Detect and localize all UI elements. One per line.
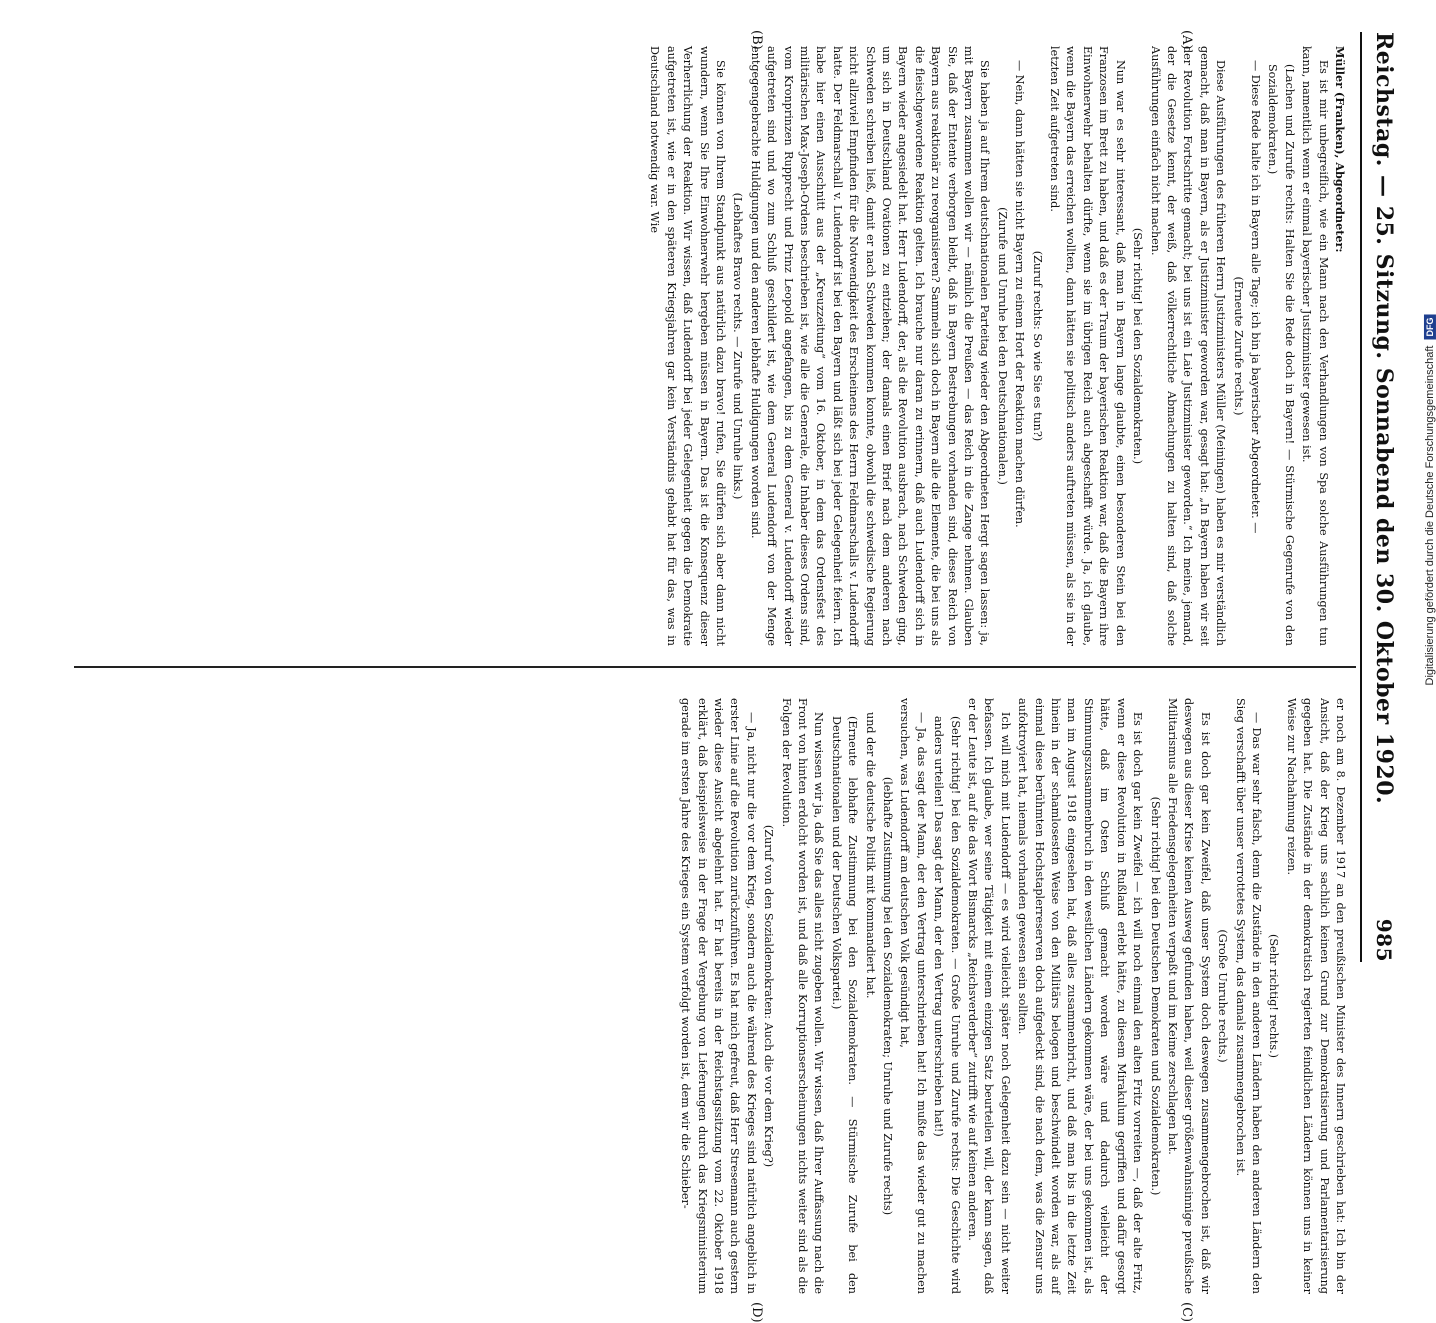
paragraph: Ich will mich mit Ludendorff — es wird vielleicht später noch Gelegenheit dazu sein — nicht weiter befassen. Ich glaube, wer seine Tätigkeit mit einem einzigen Satz beurteilen will, der kann sagen, daß er der Leute ist, auf die das Wort Bismarcks „Reichsverderber“ zutrifft wie auf keinen anderen. — [966, 698, 1012, 1294]
speaker-line: Müller (Franken), Abgeordneter: — [1333, 46, 1347, 253]
interjection: (Sehr richtig! bei den Deutschen Demokraten und Sozialdemokraten.) — [1148, 796, 1162, 1196]
left-column — [74, 46, 1348, 646]
digitization-attribution — [1424, 315, 1436, 686]
interjection: (Sehr richtig! bei den Sozialdemokraten.) — [1131, 227, 1145, 465]
interjection: (Sehr richtig! rechts.) — [1267, 933, 1281, 1059]
interjection: (lebhafte Zustimmung bei den Sozialdemokraten; Unruhe und Zurufe rechts) — [881, 776, 895, 1216]
paragraph: — Diese Rede halte ich in Bayern alle Tage; ich bin ja bayerischer Abgeordneter. — — [1248, 60, 1262, 534]
interjection: (Große Unruhe rechts.) — [1216, 929, 1230, 1063]
interjection: (Zuruf von den Sozialdemokraten: Auch die vor dem Krieg?) — [762, 824, 776, 1168]
right-column — [74, 698, 1348, 1294]
dfg-logo: DFG — [1424, 315, 1436, 340]
paragraph: Nun war es sehr interessant, daß man in Bayern lange glaubte, einen besonderen Stein bei den Franzosen im Brett zu haben, und daß es der Traum der bayerischen Reaktion war, daß die Bayern ihre Einwohnerwehr behalten dürfte, wenn sie im übrigen Reich auch abgeschafft würde. Ja, ich glaube, wenn die Bayern das erreichen wollten, dann hätten sie politisch anders auftreten müssen, als sie in der letzten Zeit aufgetreten sind. — [1048, 46, 1127, 646]
margin-marker-d: (D) — [749, 1302, 764, 1323]
paragraph: — Das war sehr falsch, denn die Zustände in den anderen Ländern haben den anderen Ländern den Sieg verschafft über unser verrottetes System, das damals zusammengebrochen ist. — [1233, 698, 1263, 1294]
paragraph: Es ist doch gar kein Zweifel — ich will noch einmal den alten Fritz vorreiten —, daß der alte Fritz, wenn er diese Revolution in Rußland erlebt hätte, zu diesem Mirakulum gegriffen und dafür gesorgt hätte, daß im Osten Schluß gemacht worden wäre und dadurch vielleicht der Stimmungszusammenbruch in den westlichen Ländern gekommen wäre, der bei uns gekommen ist, als man im August 1918 eingesehen hat, daß alles zusammenbricht, und daß man bis in die letzte Zeit hinein in der schamlosesten Weise von den Militärs belogen und beschwindelt worden war, als auf einmal diese berühmten Hochstaplerreserven doch aufgedeckt sind, die nach dem, was die Zensur uns aufoktroyiert hat, niemals vorhanden gewesen sein sollten. — [1016, 698, 1145, 1294]
interjection: (Sehr richtig! bei den Sozialdemokraten. — Große Unruhe und Zurufe rechts: Die Geschichte wird anders urteilen! Das sagt der Mann, der den Vertrag unterschrieben hat!) — [932, 716, 962, 1294]
paragraph: — Ja, nicht nur die vor dem Krieg, sondern auch die während des Krieges sind natürlich angeblich in erster Linie auf die Revolution zurückzuführen. Es hat mich gefreut, daß Herr Stresemann auch gestern wieder diese Ansicht abgelehnt hat. Er hat bereits in der Reichstagssitzung vom 22. Oktober 1918 erklärt, daß beispielsweise in der Frage der Vergebung von Lieferungen durch das Kriegsministerium gerade im ersten Jahre des Krieges ein System verfolgt worden ist, dem wir die Schieber- — [679, 698, 758, 1294]
paragraph: — Nein, dann hätten sie nicht Bayern zu einem Hort der Reaktion machen dürfen. — [1013, 60, 1027, 528]
column-divider — [74, 666, 1356, 668]
interjection: (Lachen und Zurufe rechts: Halten Sie die Rede doch in Bayern! — Stürmische Gegenrufe von den Sozialdemokraten.) — [1266, 64, 1296, 646]
paragraph: und der die deutsche Politik mit kommandiert hat. — [863, 712, 877, 999]
header-title: Reichstag. — 25. Sitzung. Sonnabend den 30. Oktober 1920. — [1371, 32, 1397, 805]
paragraph: — Ja, das sagt der Mann, der den Vertrag unterschrieben hat! Ich mußte das wieder gut zu machen versuchen, was Ludendorff am deutschen Volk gesündigt hat, — [898, 698, 928, 1294]
interjection: (Erneute Zurufe rechts.) — [1231, 276, 1245, 416]
paragraph: Es ist mir unbegreiflich, wie ein Mann nach den Verhandlungen von Spa solche Ausführungen tun kann, namentlich wenn er einmal bayerischer Justizminister gewesen ist. — [1300, 46, 1330, 646]
header-rule — [1360, 32, 1362, 962]
rotated-newspaper-page — [74, 30, 1404, 1323]
margin-marker-c: (C) — [1179, 1302, 1194, 1323]
interjection: (Zurufe und Unruhe bei den Deutschnationalen.) — [995, 207, 1009, 485]
attribution-text: Digitalisierung gefördert durch die Deutsche Forschungsgemeinschaft — [1424, 345, 1436, 686]
margin-marker-b: (B) — [749, 30, 764, 50]
interjection: (Erneute lebhafte Zustimmung bei den Sozialdemokraten. — Stürmische Zurufe bei den Deutschnationalen und der Deutschen Volkspartei.) — [829, 716, 860, 1294]
margin-marker-a: (A) — [1179, 30, 1194, 50]
paragraph: Es ist doch gar kein Zweifel, daß unser System doch deswegen zusammengebrochen ist, daß wir deswegen aus dieser Krise keinen Ausweg gefunden haben, weil dieser größenwahnsinnige preußische Militarismus alle Friedensgelegenheiten verpaßt und im Keime zerschlagen hat. — [1165, 698, 1212, 1294]
page-number: 985 — [1372, 918, 1396, 962]
interjection: (Lebhaftes Bravo rechts. — Zurufe und Unruhe links.) — [731, 192, 745, 500]
interjection: (Zuruf rechts: So wie Sie es tun?) — [1030, 250, 1044, 442]
paragraph: Sie haben ja auf Ihrem deutschnationalen Parteitag wieder den Abgeordneten Hergt sagen lassen: ja, mit Bayern zusammen wollen wir — nämlich die Preußen — das Reich in die Zange nehmen. Glauben Sie, daß der Entente verborgen bleibt, daß in Bayern Bestrebungen vorhanden sind, dieses Reich von Bayern aus reaktionär zu reorganisieren? Sammeln sich doch in Bayern alle die Elemente, die bei uns als die fleischgewordene Reaktion gelten. Ich brauche nur daran zu erinnern, daß auch Ludendorff sich in Bayern wieder angesiedelt hat. Herr Ludendorff, der, als die Revolution ausbrach, nach Schweden ging, um sich in Deutschland Ovationen zu entziehen; der damals einen Brief nach dem anderen nach Schweden schreiben ließ, damit er nach Schweden kommen konnte, obwohl die schwedische Regierung nicht allzuviel Empfinden für die Notwendigkeit des Erscheinens des Herrn Feldmarschalls v. Ludendorff hatte. Der Feldmarschall v. Ludendorff ist bei den Bayern und läßt sich bei jeder Gelegenheit feiern. Ich habe hier einen Ausschnitt aus der „Kreuzzeitung“ vom 16. Oktober, in dem das Ordensfest des militärischen Max-Joseph-Ordens beschrieben ist, wie alle die Generale, die Inhaber dieses Ordens sind, vom Kronprinzen Rupprecht und Prinz Leopold angefangen, bis zu dem General v. Ludendorff wieder aufgetreten sind und wo zum Schluß geschildert ist, wie dem General Ludendorff von der Menge entgegengebrachte Huldigungen und den anderen lebhafte Huldigungen worden sind. — [748, 46, 992, 646]
page-header — [1364, 32, 1404, 962]
paragraph: Nun wissen wir ja, daß Sie das alles nicht zugeben wollen. Wir wissen, daß Ihrer Auffassung nach die Front von hinten erdolcht worden ist, und daß alle Korruptionserscheinungen nichts weiter sind als die Folgen der Revolution. — [779, 698, 826, 1294]
paragraph: Diese Ausführungen des früheren Herrn Justizministers Müller (Meiningen) haben es mir verständlich gemacht, daß man in Bayern, als er Justizminister geworden war, gesagt hat: „In Bayern haben wir seit der Revolution Fortschritte gemacht; bei uns ist ein Laie Justizminister geworden.“ Ich meine, jemand, der die Gesetze kennt, der weiß, daß völkerrechtliche Abmachungen zu halten sind, daß solche Ausführungen einfach nicht machen. — [1148, 46, 1228, 646]
paragraph: Sie können von Ihrem Standpunkt aus natürlich dazu bravo! rufen, Sie dürfen sich aber dann nicht wundern, wenn Sie Ihre Einwohnerwehr hergeben müssen in Bayern. Das ist die Konsequenz dieser Verherrlichung der Reaktion. Wir wissen, daß Ludendorff bei jeder Gelegenheit gegen die Demokratie aufgetreten ist, wie er in den späteren Kriegsjahren gar kein Verständnis gehabt hat für das, was in Deutschland notwendig war. Wie — [648, 46, 727, 646]
paragraph: er noch am 8. Dezember 1917 an den preußischen Minister des Innern geschrieben hat: Ich bin der Ansicht, daß der Krieg uns sachlich keinen Grund zur Demokratisierung und Parlamentarisierung gegeben hat. Die Zustände in der demokratisch regierten feindlichen Ländern können uns in keiner Weise zur Nachahmung reizen. — [1284, 698, 1347, 1294]
